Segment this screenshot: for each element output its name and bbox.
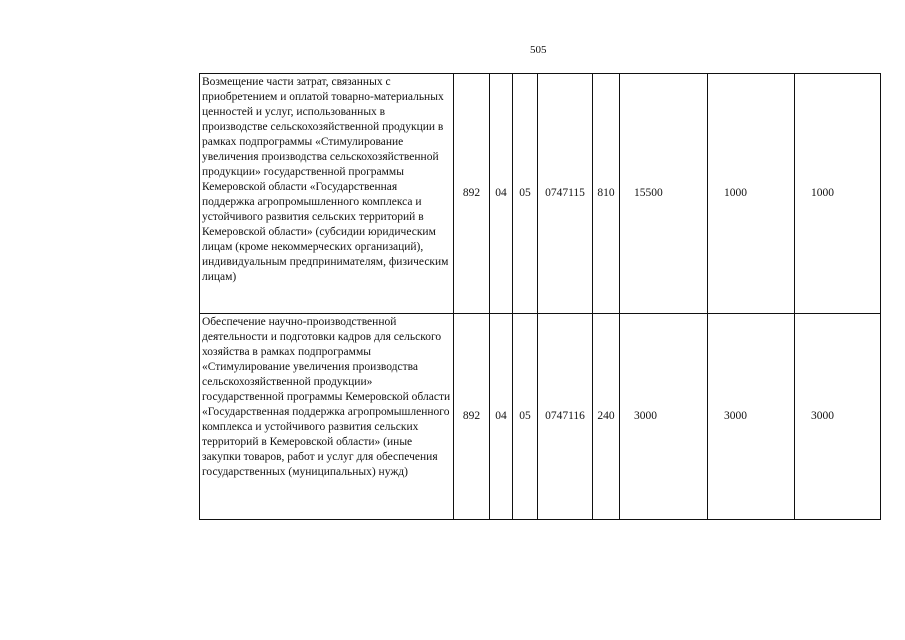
section-code: 04 [490,314,513,520]
amount-year-2: 3000 [708,314,795,520]
budget-table [199,73,881,520]
ministry-code: 892 [454,314,490,520]
amount-year-3: 1000 [795,74,881,314]
amount-year-3: 3000 [795,314,881,520]
row-description: Возмещение части затрат, связанных с приобретением и оплатой товарно-материальных ценностей и услуг, использованных в производстве сельскохозяйственной продукции в рамках подпрограммы «Стимулирование увеличения производства сельскохозяйственной продукции» государственной программы Кемеровской области «Государственная поддержка агропромышленного комплекса и устойчивого развития сельских территорий в Кемеровской области» (субсидии юридическим лицам (кроме некоммерческих организаций), индивидуальным предпринимателям, физическим лицам) [200,74,454,314]
amount-year-1: 3000 [620,314,708,520]
amount-year-2: 1000 [708,74,795,314]
page-number: 505 [530,44,547,56]
section-code: 04 [490,74,513,314]
target-article-code: 0747115 [538,74,593,314]
table-row [200,74,881,314]
target-article-code: 0747116 [538,314,593,520]
table-row [200,314,881,520]
amount-year-1: 15500 [620,74,708,314]
row-description: Обеспечение научно-производственной деятельности и подготовки кадров для сельского хозяйства в рамках подпрограммы «Стимулирование увеличения производства сельскохозяйственной продукции» государственной программы Кемеровской области «Государственная поддержка агропромышленного комплекса и устойчивого развития сельских территорий в Кемеровской области» (иные закупки товаров, работ и услуг для обеспечения государственных (муниципальных) нужд) [200,314,454,520]
subsection-code: 05 [513,74,538,314]
subsection-code: 05 [513,314,538,520]
expense-type-code: 810 [593,74,620,314]
expense-type-code: 240 [593,314,620,520]
ministry-code: 892 [454,74,490,314]
